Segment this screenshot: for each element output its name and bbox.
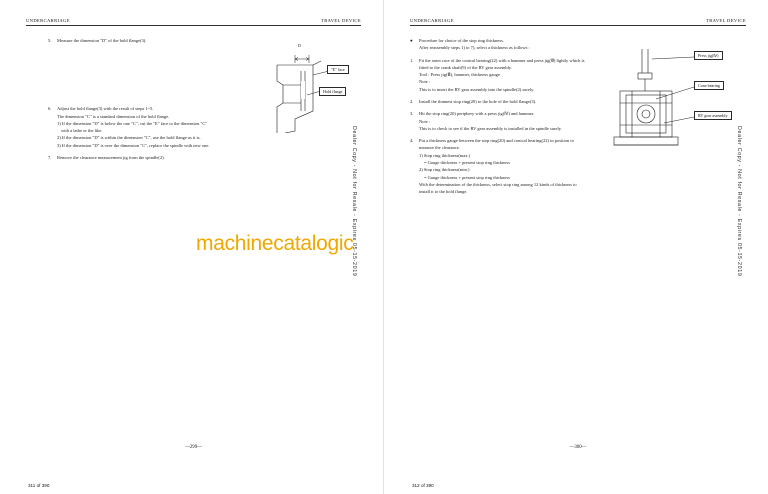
step-1-number: 1. [410,57,414,63]
step-5-text: Measure the dimension "D" of the hold flange(3). [57,38,147,43]
figure-label-hold-flange: Hold flange [319,87,346,96]
page-number-right: —300— [569,445,587,450]
page-left-header [26,18,361,26]
step-6-text: Adjust the hold flange(3) with the result of steps 1~5. [57,106,154,112]
step-5-number: 5. [48,38,52,43]
figure-label-e-face: "E" face [327,65,349,74]
hold-flange-diagram-svg [243,41,365,133]
step-6-line-0: The dimension "C" is a standard dimension of the hold flange. [57,113,170,119]
page-right-body [410,37,746,437]
step-7-text: Remove the clearance measurement jig from the spindle(2). [57,154,165,160]
page-left-content [26,18,361,476]
figure-label-d: D [298,43,301,48]
step-4-line-4: With the determination of the thickness, select stop ring among 12 kinds of thickness to install it to the hold flange. [419,181,577,195]
step-4-number: 4. [410,138,414,144]
page-right [384,0,768,494]
step-7 [48,154,214,161]
step-6-line-2: 2) If the dimension "D" is within the dimension "C", use the hold flange as it is. [57,135,201,141]
page-footer-left: 311 of 390 [28,483,50,488]
watermark: machinecatalogic [196,232,354,255]
step-2-text: Install the thinnest stop ring(20) to the hole of the hold flange(3). [419,98,537,104]
figure-label-cone-bearing: Cone bearing [694,81,724,90]
step-4-line-1: = Gauge thickness + present stop ring thickness [424,159,510,165]
step-4-text: Put a thickness gauge between the stop ring(20) and conical bearing(22) in position to measure the clearance. [419,138,574,151]
step-4-line-3: = Gauge thickness + present stop ring thickness [424,174,510,180]
page-right-content [410,18,746,476]
header-topic-left: TRAVEL DEVICE [321,18,361,23]
header-topic-right: TRAVEL DEVICE [706,18,746,23]
hold-flange-figure [243,41,365,133]
header-section-right: UNDERCARRIAGE [410,18,454,23]
page-left-body [26,37,361,437]
step-5 [48,37,214,44]
step-3-note-text: This is to check to see if the RV gear assembly is installed in the spindle surely. [419,125,562,131]
procedure-intro-title: Procedure for choice of the stop ring thickness. [419,38,504,43]
rv-gear-assembly-figure [602,43,752,163]
step-3-number: 3. [410,111,414,117]
page-right-header [410,18,746,26]
step-6-line-3: 3) If the dimension "D" is over the dimension "C", replace the spindle with new one. [57,142,210,148]
dealer-copy-notice-left: Dealer Copy - Not for Resale - Expires 05-15-2019 [351,126,357,277]
rv-gear-assembly-diagram-svg [602,43,752,163]
step-1-note-text: This is to insert the RV gear assembly into the spindle(2) surely. [419,86,535,92]
step-4 [410,137,586,195]
step-2 [410,98,586,105]
figure-label-press-jig: Press jig(Ⅳ) [694,51,723,60]
figure-label-rv-gear-assembly: RV gear assembly [694,111,732,120]
bullet-icon: ● [410,38,413,43]
procedure-intro-line: After reassembly steps 1) to 7), select a thickness as follows : [419,45,530,51]
page-footer-right: 312 of 390 [412,483,434,488]
page-left-column [48,37,214,166]
header-section-left: UNDERCARRIAGE [26,18,70,23]
procedure-intro [410,37,586,52]
step-2-number: 2. [410,98,414,104]
step-1-note-label: Note : [419,79,431,85]
step-1 [410,57,586,93]
step-3 [410,110,586,132]
step-6 [48,105,214,149]
step-1-tool: Tool : Press jig(Ⅲ), hammer, thickness gauge [419,72,500,78]
step-3-note-label: Note : [419,118,431,124]
dealer-copy-notice-right: Dealer Copy - Not for Resale - Expires 05-15-2019 [736,126,742,277]
step-7-number: 7. [48,154,52,160]
step-6-line-1: 1) If the dimension "D" is below the one "C", cut the "E" face to the dimension "C" with a lathe or the like. [57,120,208,134]
step-3-text: Hit the stop ring(20) periphery with a press jig(Ⅳ) and hammer. [419,111,535,117]
step-1-text: Fit the outer race of the conical bearing(22) with a hammer and press jig(Ⅲ) lightly which is fitted to the crank shaft(9) of the RV gear assembly. [419,57,585,70]
step-4-line-2: 2) Stop ring thickness(min.) [419,167,470,173]
page-right-column [410,37,586,200]
page-number-left: —299— [185,445,202,450]
step-4-line-0: 1) Stop ring thickness(max.) [419,152,471,158]
step-6-number: 6. [48,106,52,112]
